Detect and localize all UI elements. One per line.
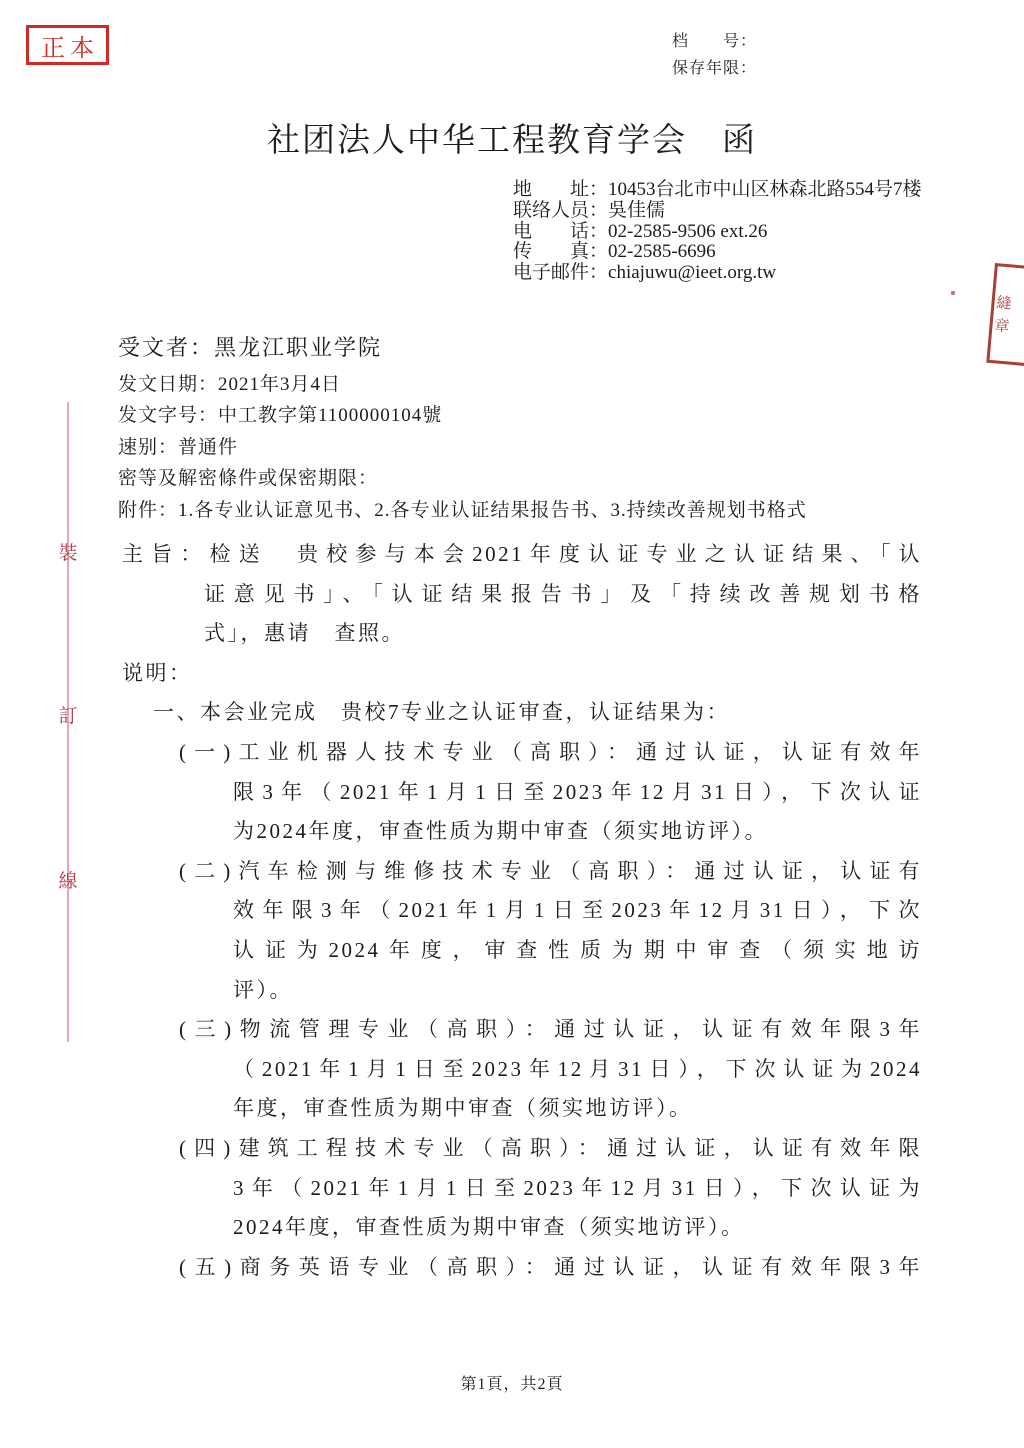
original-copy-label: 正本 [41, 35, 99, 62]
archive-block [672, 28, 757, 82]
meta-row: 速别：普通件 [118, 436, 239, 458]
seal-stamp-text [994, 296, 1012, 335]
body-line: (四)建筑工程技术专业（高职）：通过认证，认证有效年限 [179, 1135, 922, 1160]
contact-row [513, 242, 922, 263]
meta-row: 发文日期：2021年3月4日 [118, 374, 342, 395]
binding-char: 訂 [58, 706, 78, 727]
body-line: 年度，审查性质为期中审查（须实地访评）。 [233, 1096, 693, 1121]
binding-char: 裝 [58, 543, 78, 564]
contact-row [513, 180, 922, 201]
body-line: 主旨：检送 贵校参与本会2021年度认证专业之认证结果、「认 [122, 542, 922, 566]
partial-seal-stamp [986, 263, 1024, 379]
body-line: 式」，惠请 查照。 [204, 621, 405, 646]
contact-row-label: 地 址： [513, 179, 609, 200]
body-line: (二)汽车检测与维修技术专业（高职）：通过认证，认证有 [179, 858, 922, 883]
body-line: 一、本会业完成 贵校7专业之认证审查，认证结果为： [153, 700, 730, 725]
meta-row: 发文字号：中工教字第1100000104號 [118, 405, 443, 427]
body-line: (一)工业机器人技术专业（高职）：通过认证，认证有效年 [179, 739, 922, 764]
contact-row-value: 02-2585-6696 [608, 241, 716, 263]
file-number-label: 档 号： [672, 33, 758, 50]
body-line: 2024年度，审查性质为期中审查（须实地访评）。 [233, 1215, 745, 1240]
body-line: 认证为2024年度，审查性质为期中审查（须实地访 [233, 937, 922, 962]
letter-body [0, 535, 1024, 1287]
contact-row-value: 02-2585-9506 ext.26 [608, 220, 768, 242]
contact-row-value: 吳佳儒 [608, 199, 666, 221]
original-copy-stamp [26, 25, 109, 65]
contact-row [513, 201, 922, 222]
contact-block [513, 180, 922, 284]
retention-period-label: 保存年限： [672, 60, 758, 77]
body-line: (三)物流管理专业（高职）：通过认证，认证有效年限3年 [179, 1017, 922, 1042]
body-line: 证意见书」、「认证结果报告书」及「持续改善规划书格 [204, 581, 922, 606]
binding-char: 線 [58, 871, 78, 892]
contact-row-label: 电子邮件： [513, 262, 609, 284]
contact-row-label: 电 话： [513, 220, 609, 242]
page-footer: 第1頁，共2頁 [460, 1376, 564, 1393]
body-line: 限3年（2021年1月1日至2023年12月31日），下次认证 [233, 779, 922, 804]
body-line: （2021年1月1日至2023年12月31日），下次认证为2024 [233, 1056, 922, 1081]
meta-block [118, 369, 807, 526]
body-line: 评）。 [233, 977, 293, 1002]
meta-row: 附件：1.各专业认证意见书、2.各专业认证结果报告书、3.持续改善规划书格式 [118, 499, 807, 521]
contact-row [513, 263, 922, 284]
letter-title: 社团法人中华工程教育学会 函 [267, 123, 757, 159]
body-line: 为2024年度，审查性质为期中审查（须实地访评）。 [233, 819, 768, 844]
body-line: 效年限3年（2021年1月1日至2023年12月31日），下次 [233, 898, 922, 923]
contact-row [513, 222, 922, 243]
contact-row-value: 10453台北市中山区林森北路554号7楼 [608, 179, 922, 200]
contact-row-label: 联络人员： [513, 199, 609, 221]
body-line: 说明： [122, 660, 193, 685]
body-line: 3年（2021年1月1日至2023年12月31日），下次认证为 [233, 1175, 922, 1200]
contact-row-label: 传 真： [513, 241, 609, 263]
seal-char: 章 [993, 318, 1011, 336]
meta-row: 密等及解密條件或保密期限： [118, 468, 379, 490]
contact-row-value: chiajuwu@ieet.org.tw [608, 262, 777, 284]
body-line: (五)商务英语专业（高职）：通过认证，认证有效年限3年 [179, 1254, 922, 1279]
seal-ink-dot [951, 291, 955, 295]
seal-char: 縫 [995, 295, 1013, 313]
recipient-line: 受文者：黑龙江职业学院 [118, 335, 383, 360]
